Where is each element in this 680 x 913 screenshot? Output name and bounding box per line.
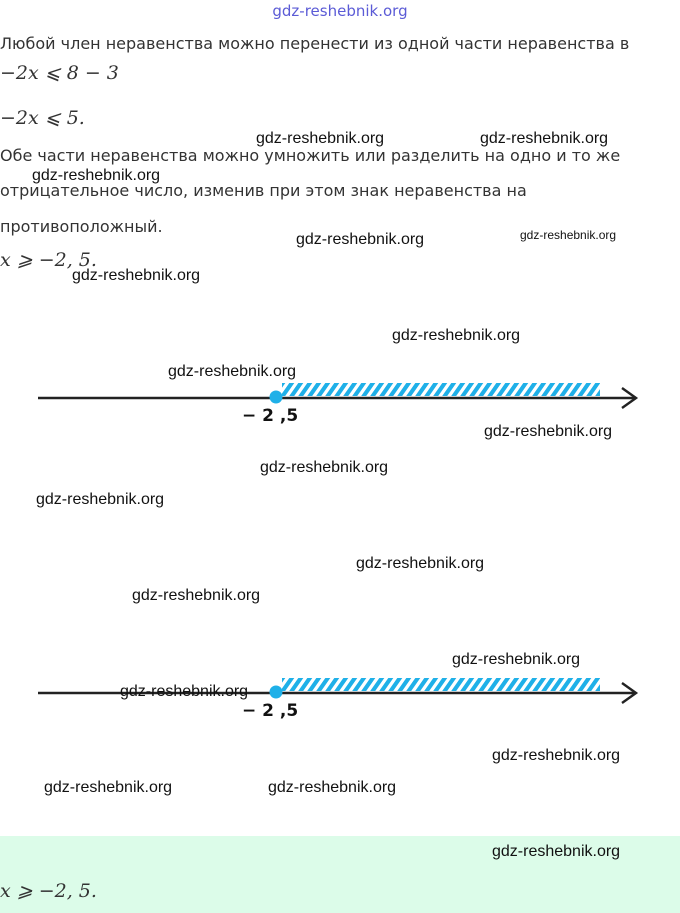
watermark: gdz-reshebnik.org (132, 587, 261, 604)
watermark: gdz-reshebnik.org (44, 779, 173, 796)
watermark: gdz-reshebnik.org (36, 491, 165, 508)
number-line-1-label: − 2 ,5 (242, 406, 299, 426)
site-header-link[interactable]: gdz-reshebnik.org (272, 2, 408, 20)
watermark: gdz-reshebnik.org (520, 228, 617, 242)
number-line-1-hatch (282, 383, 600, 396)
watermark: gdz-reshebnik.org (452, 651, 581, 668)
explanation-line-1: Любой член неравенства можно перенести из одной части неравенства в (0, 34, 630, 53)
watermark: gdz-reshebnik.org (296, 231, 425, 248)
watermark: gdz-reshebnik.org (268, 779, 397, 796)
watermark: gdz-reshebnik.org (168, 363, 297, 380)
number-line-2 (0, 667, 680, 727)
watermark: gdz-reshebnik.org (492, 747, 621, 764)
explanation-line-2a: Обе части неравенства можно умножить или разделить на одно и то же (0, 146, 621, 165)
explanation-line-2b: отрицательное число, изменив при этом знак неравенства на (0, 181, 527, 200)
watermark: gdz-reshebnik.org (392, 327, 521, 344)
number-line-2-point (270, 686, 283, 699)
number-line-1-point (270, 391, 283, 404)
number-line-2-graphic (0, 667, 680, 727)
number-line-2-label: − 2 ,5 (242, 701, 299, 721)
watermark: gdz-reshebnik.org (480, 130, 609, 147)
number-line-2-hatch (282, 678, 600, 691)
math-step-3: x ⩾ −2, 5. (0, 249, 97, 271)
watermark: gdz-reshebnik.org (256, 130, 385, 147)
watermark: gdz-reshebnik.org (356, 555, 485, 572)
watermark: gdz-reshebnik.org (260, 459, 389, 476)
math-step-1: −2x ⩽ 8 − 3 (0, 62, 119, 84)
watermark: gdz-reshebnik.org (484, 423, 613, 440)
watermark: gdz-reshebnik.org (120, 683, 249, 700)
watermark: gdz-reshebnik.org (492, 843, 621, 860)
watermark: gdz-reshebnik.org (32, 167, 161, 184)
answer-math: x ⩾ −2, 5. (0, 880, 97, 902)
math-step-2: −2x ⩽ 5. (0, 107, 85, 129)
watermark: gdz-reshebnik.org (72, 267, 201, 284)
explanation-line-2c: противоположный. (0, 217, 163, 236)
